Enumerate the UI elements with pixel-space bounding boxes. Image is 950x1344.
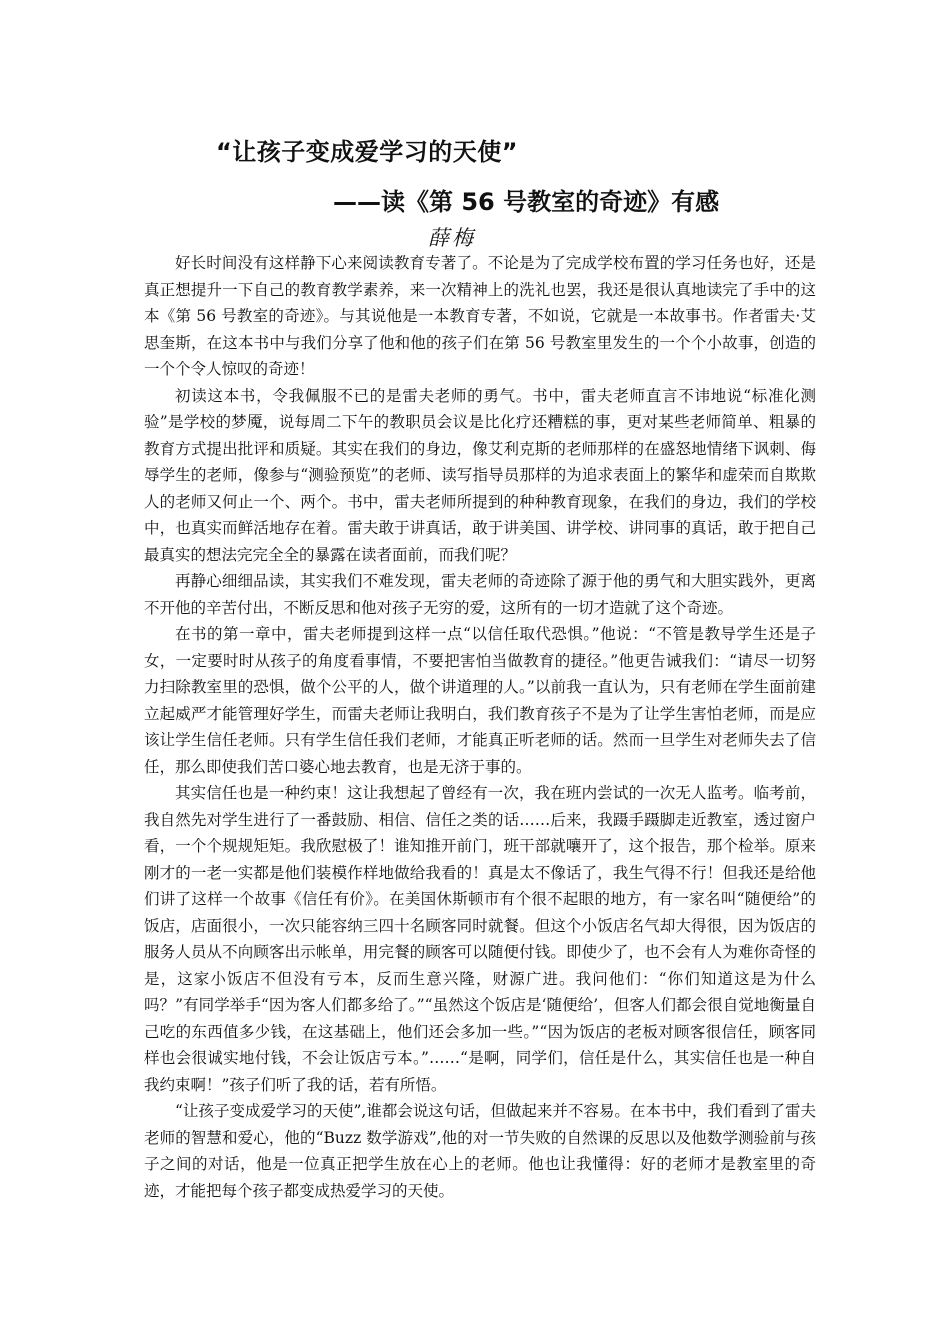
article-title: “让孩子变成爱学习的天使” — [216, 138, 519, 166]
paragraph: “让孩子变成爱学习的天使”,谁都会说这句话，但做起来并不容易。在本书中，我们看到了雷夫老师的智慧和爱心，他的“Buzz 数学游戏”,他的对一节失败的自然课的反思以及他数学测验前与孩子之间的对话，他是一位真正把学生放在心上的老师。他也让我懂得：好的老师才是教室里的奇迹，才能把每个孩子都变成热爱学习的天使。 — [144, 1102, 816, 1200]
article-body — [144, 250, 816, 1204]
paragraph: 初读这本书，令我佩服不已的是雷夫老师的勇气。书中，雷夫老师直言不讳地说“标准化测验”是学校的梦魇，说每周二下午的教职员会议是比化疗还糟糕的事，更对某些老师简单、粗暴的教育方式提出批评和质疑。其实在我们的身边，像艾利克斯的老师那样的在盛怒地情绪下讽刺、侮辱学生的老师，像参与“测验预览”的老师、读写指导员那样的为追求表面上的繁华和虚荣而自欺欺人的老师又何止一个、两个。书中，雷夫老师所提到的种种教育现象，在我们的身边，我们的学校中，也真实而鲜活地存在着。雷夫敢于讲真话，敢于讲美国、讲学校、讲同事的真话，敢于把自己最真实的想法完完全全的暴露在读者面前，而我们呢？ — [144, 386, 816, 564]
author-name: 薛梅 — [428, 226, 476, 250]
paragraph: 再静心细细品读，其实我们不难发现，雷夫老师的奇迹除了源于他的勇气和大胆实践外，更离不开他的辛苦付出，不断反思和他对孩子无穷的爱，这所有的一切才造就了这个奇迹。 — [144, 572, 816, 617]
paragraph: 其实信任也是一种约束！这让我想起了曾经有一次，我在班内尝试的一次无人监考。临考前，我自然先对学生进行了一番鼓励、相信、信任之类的话……后来，我蹑手蹑脚走近教室，透过窗户看，一个个规规矩矩。我欣慰极了！谁知推开前门，班干部就嚷开了，这个报告，那个检举。原来刚才的一老一实都是他们装模作样地做给我看的！真是太不像话了，我生气得不行！但我还是给他们讲了这样一个故事《信任有价》。在美国休斯顿市有个很不起眼的地方，有一家名叫“随便给”的饭店，店面很小，一次只能容纳三四十名顾客同时就餐。但这个小饭店名气却大得很，因为饭店的服务人员从不向顾客出示帐单，用完餐的顾客可以随便付钱。即使少了，也不会有人为难你奇怪的是，这家小饭店不但没有亏本，反而生意兴隆，财源广进。我问他们：“你们知道这是为什么吗？”有同学举手“因为客人们都多给了。”“虽然这个饭店是‘随便给’，但客人们都会很自觉地衡量自己吃的东西值多少钱，在这基础上，他们还会多加一些。”“因为饭店的老板对顾客很信任，顾客同样也会很诚实地付钱，不会让饭店亏本。”……“是啊，同学们，信任是什么，其实信任也是一种自我约束啊！”孩子们听了我的话，若有所悟。 — [144, 784, 816, 1094]
paragraph: 好长时间没有这样静下心来阅读教育专著了。不论是为了完成学校布置的学习任务也好，还是真正想提升一下自己的教育教学素养，来一次精神上的洗礼也罢，我还是很认真地读完了手中的这本《第 56 号教室的奇迹》。与其说他是一本教育专著，不如说，它就是一本故事书。作者雷夫·艾思奎斯，在这本书中与我们分享了他和他的孩子们在第 56 号教室里发生的一个个小故事，创造的一个个令人惊叹的奇迹！ — [144, 254, 816, 378]
article-subtitle: ——读《第 56 号教室的奇迹》有感 — [333, 188, 720, 216]
paragraph: 在书的第一章中，雷夫老师提到这样一点“以信任取代恐惧。”他说：“不管是教导学生还是子女，一定要时时从孩子的角度看事情，不要把害怕当做教育的捷径。”他更告诫我们：“请尽一切努力扫除教室里的恐惧，做个公平的人，做个讲道理的人。”以前我一直认为，只有老师在学生面前建立起威严才能管理好学生，而雷夫老师让我明白，我们教育孩子不是为了让学生害怕老师，而是应该让学生信任老师。只有学生信任我们老师，才能真正听老师的话。然而一旦学生对老师失去了信任，那么即使我们苦口婆心地去教育，也是无济于事的。 — [144, 625, 816, 776]
